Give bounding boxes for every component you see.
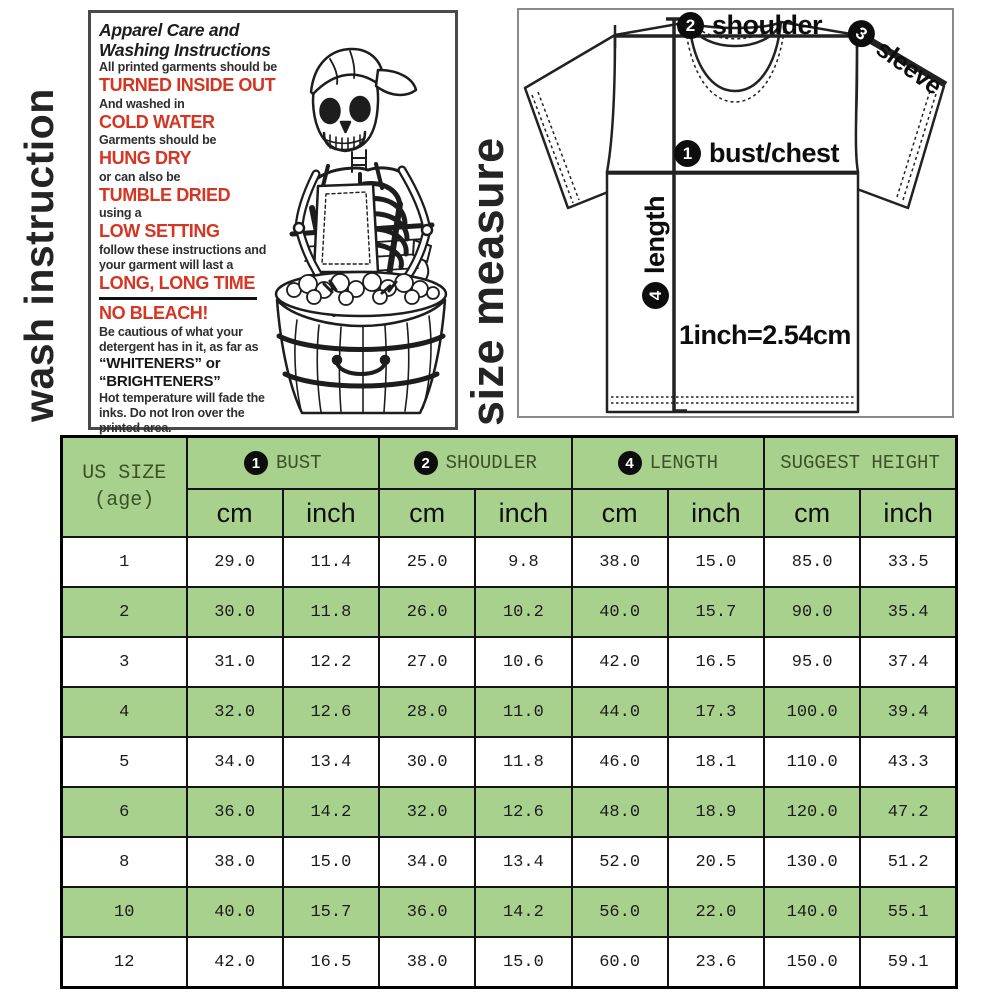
measurement-cell: 110.0 [764,737,860,787]
shoulder-label [677,10,822,41]
measurement-cell: 29.0 [187,537,283,587]
wash-divider [99,297,257,300]
measurement-cell: 13.4 [475,837,571,887]
wash-instruction-line: TUMBLE DRIED [99,184,231,205]
unit-header-cm: cm [764,489,860,537]
measurement-cell: 26.0 [379,587,475,637]
measurement-cell: 42.0 [572,637,668,687]
wash-instruction-line: printed area. [99,420,172,435]
measurement-cell: 47.2 [860,787,956,837]
length-label-text: length [640,196,670,274]
measurement-cell: 56.0 [572,887,668,937]
measurement-cell: 15.7 [668,587,764,637]
wash-instruction-line: “WHITENERS” or [99,354,221,372]
measurement-cell: 40.0 [572,587,668,637]
inch-conversion-note: 1inch=2.54cm [679,320,851,350]
unit-header-inch: inch [475,489,571,537]
table-row [62,637,957,687]
table-row [62,737,957,787]
circled-4-icon: 4 [642,282,669,309]
size-measure-panel [517,8,954,418]
measurement-cell: 28.0 [379,687,475,737]
wash-instruction-line: COLD WATER [99,111,215,132]
wash-instruction-line: And washed in [99,96,185,111]
wash-instruction-line: detergent has in it, as far as [99,339,259,354]
measurement-cell: 120.0 [764,787,860,837]
measurement-cell: 15.7 [283,887,379,937]
measurement-cell: 95.0 [764,637,860,687]
measurement-cell: 11.8 [283,587,379,637]
table-row [62,837,957,887]
measurement-cell: 17.3 [668,687,764,737]
bust-chest-label [674,138,839,169]
measurement-cell: 11.8 [475,737,571,787]
measurement-cell: 10.6 [475,637,571,687]
measurement-cell: 42.0 [187,937,283,988]
measurement-cell: 140.0 [764,887,860,937]
unit-header-inch: inch [860,489,956,537]
table-row [62,537,957,587]
circled-2-icon: 2 [414,451,438,475]
col-group-label: SUGGEST HEIGHT [780,451,940,474]
measurement-cell: 16.5 [283,937,379,988]
measurement-cell: 32.0 [187,687,283,737]
wash-instruction-line: All printed garments should be [99,60,278,74]
measurement-cell: 38.0 [379,937,475,988]
circled-3-icon: 3 [843,15,881,53]
measurement-cell: 12.6 [283,687,379,737]
measurement-cell: 52.0 [572,837,668,887]
measurement-cell: 150.0 [764,937,860,988]
measurement-cell: 12.6 [475,787,571,837]
measurement-cell: 44.0 [572,687,668,737]
wash-instruction-line: HUNG DRY [99,148,192,168]
measurement-cell: 55.1 [860,887,956,937]
wash-instruction-line: NO BLEACH! [99,303,208,323]
table-row [62,937,957,988]
us-size-line: US SIZE [82,462,167,485]
length-label [640,159,671,309]
circled-2-icon: 2 [677,12,704,39]
unit-header-cm: cm [187,489,283,537]
wash-instruction-line: Hot temperature will fade the [99,390,265,405]
table-row [62,887,957,937]
measurement-cell: 16.5 [668,637,764,687]
unit-header-inch: inch [283,489,379,537]
measurement-cell: 59.1 [860,937,956,988]
measurement-cell: 15.0 [475,937,571,988]
skeleton-washing-illustration [272,18,454,424]
measurement-cell: 38.0 [187,837,283,887]
wash-instruction-line: LOW SETTING [99,221,220,241]
size-age-cell: 4 [62,687,187,737]
measurement-cell: 43.3 [860,737,956,787]
measurement-cell: 11.4 [283,537,379,587]
size-age-cell: 2 [62,587,187,637]
measurement-cell: 60.0 [572,937,668,988]
measurement-cell: 34.0 [379,837,475,887]
measurement-cell: 18.1 [668,737,764,787]
wash-instruction-line: “BRIGHTENERS” [99,372,221,390]
wash-instruction-line: LONG, LONG TIME [99,272,255,293]
unit-header-inch: inch [668,489,764,537]
circled-1-icon: 1 [674,140,701,167]
measurement-cell: 14.2 [475,887,571,937]
us-size-age-line: (age) [94,489,155,512]
wash-instruction-line: TURNED INSIDE OUT [99,75,276,95]
measurement-cell: 33.5 [860,537,956,587]
unit-header-cm: cm [379,489,475,537]
col-group-shoudler [379,437,572,490]
measurement-cell: 30.0 [187,587,283,637]
measurement-cell: 51.2 [860,837,956,887]
size-age-cell: 3 [62,637,187,687]
measurement-cell: 13.4 [283,737,379,787]
measurement-cell: 10.2 [475,587,571,637]
col-header-us-size [62,437,187,538]
measurement-cell: 31.0 [187,637,283,687]
measurement-cell: 85.0 [764,537,860,587]
table-row [62,787,957,837]
col-group-bust [187,437,380,490]
unit-header-cm: cm [572,489,668,537]
measurement-cell: 22.0 [668,887,764,937]
measurement-cell: 32.0 [379,787,475,837]
measurement-cell: 35.4 [860,587,956,637]
measurement-cell: 130.0 [764,837,860,887]
measurement-cell: 18.9 [668,787,764,837]
col-group-label: LENGTH [649,452,718,474]
circled-4-icon: 4 [618,451,642,475]
col-group-label: SHOUDLER [445,452,537,474]
size-age-cell: 8 [62,837,187,887]
size-age-cell: 6 [62,787,187,837]
measurement-cell: 25.0 [379,537,475,587]
circled-1-icon: 1 [244,451,268,475]
measurement-cell: 20.5 [668,837,764,887]
table-row [62,687,957,737]
size-measure-side-label: size measure [462,137,513,426]
measurement-cell: 40.0 [187,887,283,937]
shoulder-label-text: shoulder [712,10,823,40]
col-group-label: BUST [275,452,322,474]
measurement-cell: 14.2 [283,787,379,837]
wash-instruction-line: Garments should be [99,133,217,147]
wash-instruction-line: follow these instructions and [99,242,267,257]
wash-instruction-line: or can also be [99,169,181,184]
size-age-cell: 1 [62,537,187,587]
size-age-cell: 12 [62,937,187,988]
col-group-length [572,437,765,490]
measurement-cell: 48.0 [572,787,668,837]
size-age-cell: 5 [62,737,187,787]
measurement-cell: 100.0 [764,687,860,737]
col-group-suggest-height [764,437,957,490]
wash-instruction-line: inks. Do not Iron over the [99,405,245,420]
wash-instruction-side-label: wash instruction [16,88,62,422]
measurement-cell: 36.0 [379,887,475,937]
table-row [62,587,957,637]
bust-chest-label-text: bust/chest [709,138,840,168]
measurement-cell: 38.0 [572,537,668,587]
measurement-cell: 36.0 [187,787,283,837]
apron [314,184,378,272]
measurement-cell: 15.0 [283,837,379,887]
measurement-cell: 12.2 [283,637,379,687]
measurement-cell: 23.6 [668,937,764,988]
measurement-cell: 37.4 [860,637,956,687]
cap-brim [376,70,416,95]
measurement-cell: 39.4 [860,687,956,737]
wash-instruction-line: Be cautious of what your [99,324,243,339]
size-table [60,435,958,989]
measurement-cell: 30.0 [379,737,475,787]
eye-socket [321,99,340,123]
measurement-cell: 27.0 [379,637,475,687]
wash-instructions-panel [88,10,458,435]
sleeve-label-text: sleeve [870,34,947,101]
wash-title-line: Washing Instructions [99,40,271,60]
measurement-cell: 11.0 [475,687,571,737]
measurement-cell: 9.8 [475,537,571,587]
measurement-cell: 90.0 [764,587,860,637]
wash-title-line: Apparel Care and [99,20,240,40]
measurement-cell: 46.0 [572,737,668,787]
size-age-cell: 10 [62,887,187,937]
wash-instruction-line: your garment will last a [99,257,234,272]
measurement-cell: 15.0 [668,537,764,587]
wash-instruction-line: using a [99,206,142,220]
measurement-cell: 34.0 [187,737,283,787]
eye-socket [351,97,370,121]
